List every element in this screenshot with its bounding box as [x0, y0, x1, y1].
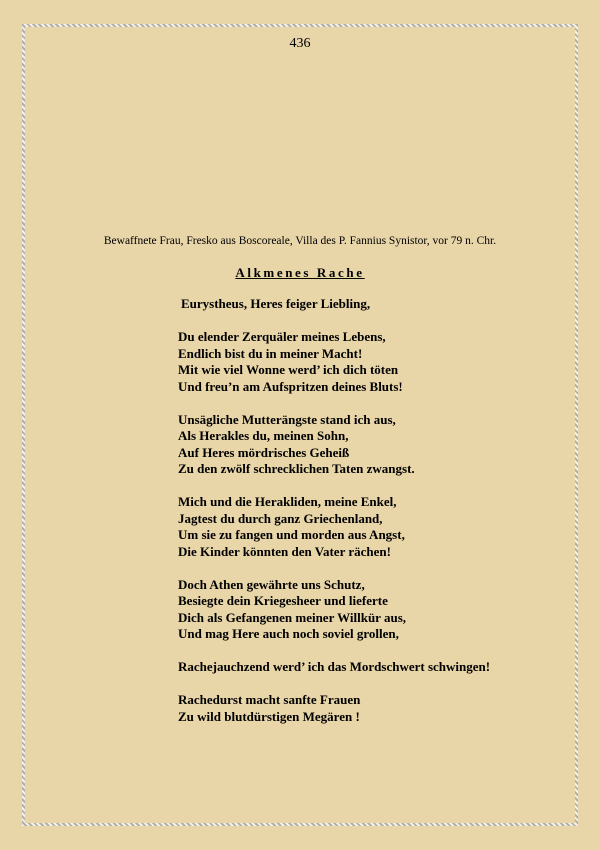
poem-stanza: [178, 577, 578, 643]
image-caption: Bewaffnete Frau, Fresko aus Boscoreale, Villa des P. Fannius Synistor, vor 79 n. Chr.: [103, 235, 497, 247]
poem-line: Doch Athen gewährte uns Schutz,: [178, 576, 365, 592]
poem-stanza: [178, 329, 578, 395]
poem-line: Mich und die Herakliden, meine Enkel,: [178, 494, 397, 509]
poem-line: Rachedurst macht sanfte Frauen: [178, 692, 361, 707]
page-number: 436: [289, 36, 311, 51]
poem-stanza: [178, 494, 578, 560]
poem-line: Und mag Here auch noch soviel grollen,: [178, 626, 399, 641]
poem-line: Besiegte dein Kriegesheer und lieferte: [178, 593, 388, 608]
poem-line: Dich als Gefangenen meiner Willkür aus,: [178, 609, 407, 625]
poem-line: Um sie zu fangen und morden aus Angst,: [178, 527, 405, 542]
poem-stanza: [178, 692, 578, 725]
poem-body: [178, 296, 578, 742]
poem-line: Und freu’n am Aufspritzen deines Bluts!: [178, 378, 403, 394]
poem-dedication: Eurystheus, Heres feiger Liebling,: [181, 296, 371, 311]
poem-line: Unsägliche Mutterängste stand ich aus,: [178, 411, 396, 427]
poem-line: Endlich bist du in meiner Macht!: [178, 345, 363, 361]
poem-line: Du elender Zerquäler meines Lebens,: [178, 329, 386, 344]
poem-line: Mit wie viel Wonne werd’ ich dich töten: [178, 362, 399, 377]
poem-stanza: [178, 659, 578, 676]
poem-stanza: [178, 412, 578, 478]
poem-line: Zu den zwölf schrecklichen Taten zwangst.: [178, 461, 415, 476]
poem-line: Rachejauchzend werd’ ich das Mordschwert schwingen!: [178, 659, 491, 674]
poem-line: Jagtest du durch ganz Griechenland,: [178, 510, 383, 526]
poem-title: Alkmenes Rache: [235, 265, 365, 280]
poem-line: Zu wild blutdürstigen Megären !: [178, 708, 360, 724]
poem-line: Auf Heres mördrisches Geheiß: [178, 444, 350, 460]
poem-line: Als Herakles du, meinen Sohn,: [178, 428, 349, 443]
poem-line: Die Kinder könnten den Vater rächen!: [178, 543, 391, 559]
